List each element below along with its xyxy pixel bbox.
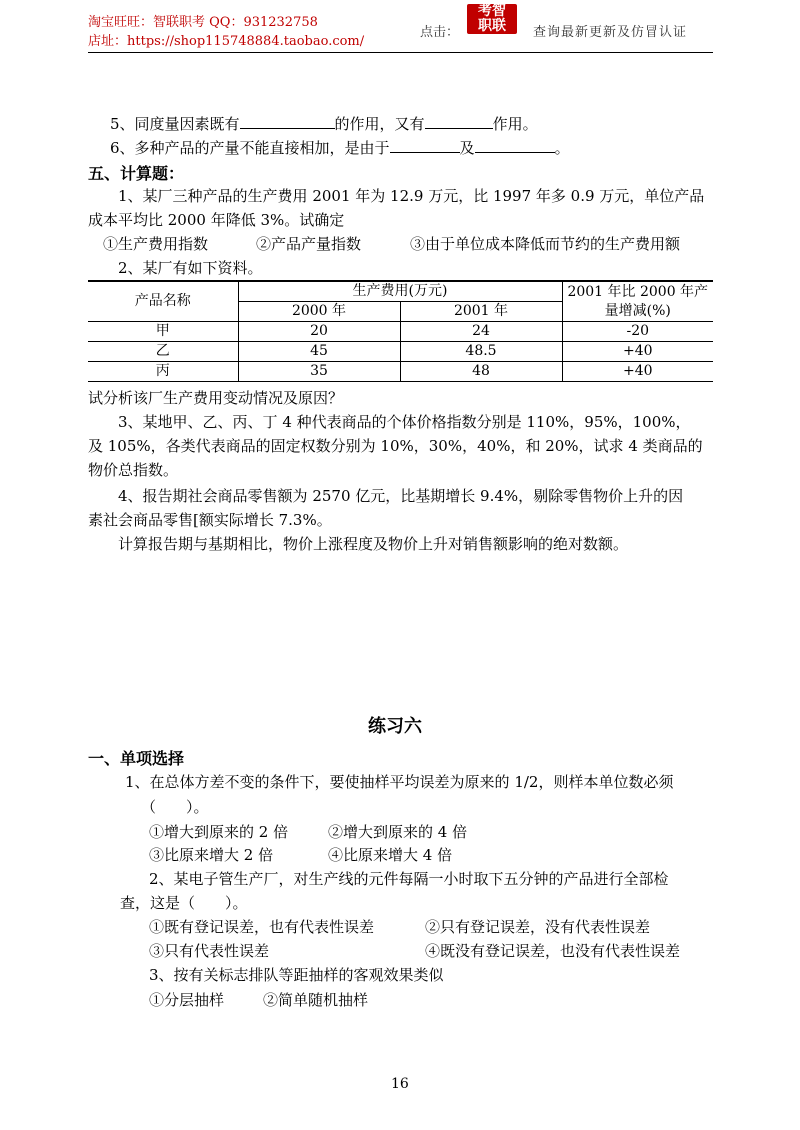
s5-q2-ask: 试分析该厂生产费用变动情况及原因？: [88, 389, 344, 407]
click-label: 点击：: [420, 25, 460, 40]
verify-link[interactable]: 查询最新更新及仿冒认证: [533, 25, 688, 40]
table-row: [88, 322, 713, 342]
e6-q2-line2: 查，这是（ ）。: [120, 894, 248, 912]
header-2000: 2000 年: [238, 302, 400, 322]
header-change-line2: 量增减(%): [604, 302, 671, 319]
question-5: [110, 112, 538, 136]
cell-name: 乙: [88, 342, 238, 362]
s5-q4-line1: 4、报告期社会商品零售额为 2570 亿元，比基期增长 9.4%，剔除零售物价上升的因: [118, 487, 684, 505]
e6-q1-line1: 1、在总体方差不变的条件下，要使抽样平均误差为原来的 1/2，则样本单位数必须: [125, 773, 674, 791]
cell-2000: 45: [238, 342, 400, 362]
e6-q1-line2: （ ）。: [141, 798, 209, 816]
s5-q1-line1: 1、某厂三种产品的生产费用 2001 年为 12.9 万元，比 1997 年多 0.9 万元，单位产品: [118, 187, 705, 205]
e6-q2-opt4: ④既没有登记误差，也没有代表性误差: [425, 942, 681, 960]
e6-q2-opt2: ②只有登记误差，没有代表性误差: [425, 918, 651, 936]
header-2001: 2001 年: [400, 302, 562, 322]
s5-q4-line3: 计算报告期与基期相比，物价上涨程度及物价上升对销售额影响的绝对数额。: [118, 535, 629, 553]
s5-q3-line1: 3、某地甲、乙、丙、丁 4 种代表商品的个体价格指数分别是 110%，95%，100%，: [118, 413, 691, 431]
brand-logo[interactable]: [467, 4, 517, 34]
e6-q3-line1: 3、按有关标志排队等距抽样的客观效果类似: [149, 966, 444, 984]
exercise6-heading: 一、单项选择: [88, 749, 185, 768]
q6-text-post: 。: [554, 139, 570, 157]
header-change-line1: 2001 年比 2000 年产: [567, 283, 709, 300]
cell-2001: 48.5: [400, 342, 562, 362]
q6-text-pre: 6、多种产品的产量不能直接相加，是由于: [110, 139, 390, 157]
cell-name: 丙: [88, 362, 238, 382]
cost-table: [88, 280, 713, 382]
s5-q3-line2: 及 105%，各类代表商品的固定权数分别为 10%，30%，40%，和 20%，试求 4 类商品的: [88, 437, 703, 455]
header-product: 产品名称: [88, 281, 238, 322]
cell-2001: 24: [400, 322, 562, 342]
e6-q2-line1: 2、某电子管生产厂，对生产线的元件每隔一小时取下五分钟的产品进行全部检: [149, 870, 669, 888]
cell-2000: 20: [238, 322, 400, 342]
section5-heading: 五、计算题：: [88, 164, 185, 183]
e6-q1-opt3: ③比原来增大 2 倍: [149, 846, 274, 864]
header-cost: 生产费用(万元): [238, 281, 562, 302]
cell-2001: 48: [400, 362, 562, 382]
q5-text-mid: 的作用，又有: [334, 115, 425, 133]
q6-blank-1: [390, 137, 460, 153]
cell-name: 甲: [88, 322, 238, 342]
s5-q4-line2: 素社会商品零售[额实际增长 7.3%。: [88, 511, 332, 529]
e6-q2-opt3: ③只有代表性误差: [149, 942, 270, 960]
q6-text-mid: 及: [459, 139, 475, 157]
exercise6-title: 练习六: [368, 716, 422, 737]
q6-blank-2: [475, 137, 555, 153]
q5-blank-2: [425, 113, 493, 129]
s5-q1-opt3: ③由于单位成本降低而节约的生产费用额: [410, 235, 681, 253]
page-number: 16: [391, 1076, 409, 1092]
e6-q1-opt1: ①增大到原来的 2 倍: [149, 823, 289, 841]
header-divider: [88, 52, 713, 53]
header-change: [562, 281, 713, 322]
cell-change: -20: [562, 322, 713, 342]
e6-q1-opt2: ②增大到原来的 4 倍: [328, 823, 468, 841]
s5-q1-opt2: ②产品产量指数: [256, 235, 362, 253]
e6-q3-opt1: ①分层抽样: [149, 991, 225, 1009]
header-shop-line: 淘宝旺旺：智联职考 QQ：931232758: [88, 15, 318, 30]
cell-2000: 35: [238, 362, 400, 382]
store-link[interactable]: 店址：https://shop115748884.taobao.com/: [88, 34, 365, 49]
s5-q2-intro: 2、某厂有如下资料。: [118, 259, 263, 277]
s5-q3-line3: 物价总指数。: [88, 461, 179, 479]
cell-change: +40: [562, 362, 713, 382]
q5-text-post: 作用。: [492, 115, 538, 133]
cell-change: +40: [562, 342, 713, 362]
e6-q3-opt2: ②简单随机抽样: [263, 991, 369, 1009]
e6-q1-opt4: ④比原来增大 4 倍: [328, 846, 453, 864]
q5-text-pre: 5、同度量因素既有: [110, 115, 240, 133]
logo-text: 考智职联: [478, 3, 506, 34]
q5-blank-1: [240, 113, 335, 129]
table-row: [88, 362, 713, 382]
table-header-row: [88, 281, 713, 302]
e6-q2-opt1: ①既有登记误差，也有代表性误差: [149, 918, 375, 936]
question-6: [110, 136, 570, 160]
table-row: [88, 342, 713, 362]
s5-q1-opt1: ①生产费用指数: [103, 235, 209, 253]
s5-q1-line2: 成本平均比 2000 年降低 3%。试确定: [88, 211, 345, 229]
